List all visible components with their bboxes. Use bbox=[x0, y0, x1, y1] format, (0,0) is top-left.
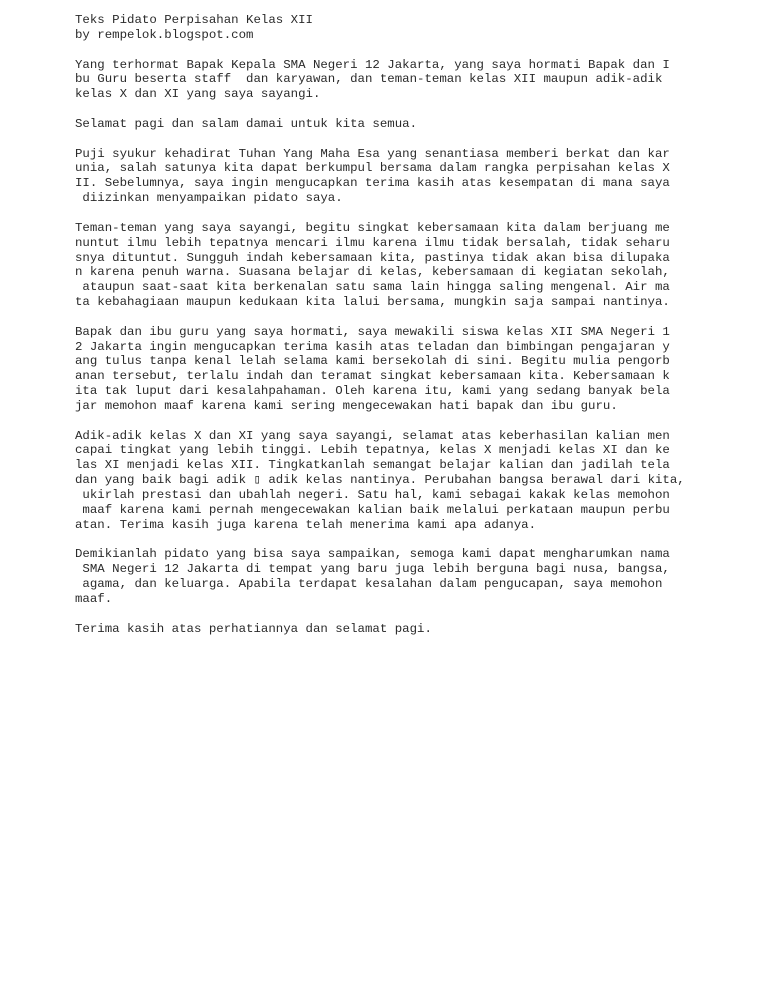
blank-line bbox=[75, 310, 735, 325]
paragraph bbox=[75, 429, 735, 533]
paragraph bbox=[75, 622, 735, 637]
paragraph-line: Bapak dan ibu guru yang saya hormati, saya mewakili siswa kelas XII SMA Negeri 1 bbox=[75, 324, 670, 339]
paragraph-line: dan yang baik bagi adik ▯ adik kelas nantinya. Perubahan bangsa berawal dari kita, bbox=[75, 473, 685, 488]
paragraph-line: atan. Terima kasih juga karena telah menerima kami apa adanya. bbox=[75, 517, 537, 532]
paragraph-line: Terima kasih atas perhatiannya dan selamat pagi. bbox=[75, 621, 432, 636]
paragraph-line: 2 Jakarta ingin mengucapkan terima kasih atas teladan dan bimbingan pengajaran y bbox=[75, 339, 670, 354]
blank-line bbox=[75, 43, 735, 58]
paragraph-line: ukirlah prestasi dan ubahlah negeri. Satu hal, kami sebagai kakak kelas memohon bbox=[75, 488, 670, 502]
paragraph-line: jar memohon maaf karena kami sering mengecewakan hati bapak dan ibu guru. bbox=[75, 398, 618, 413]
paragraph-line: maaf karena kami pernah mengecewakan kalian baik melalui perkataan maupun perbu bbox=[75, 502, 670, 517]
paragraph-line: las XI menjadi kelas XII. Tingkatkanlah semangat belajar kalian dan jadilah tela bbox=[75, 458, 670, 473]
blank-line bbox=[75, 102, 735, 117]
blank-line bbox=[75, 132, 735, 147]
paragraph-line: ita tak luput dari kesalahpahaman. Oleh karena itu, kami yang sedang banyak bela bbox=[75, 384, 670, 399]
paragraph-line: kelas X dan XI yang saya sayangi. bbox=[75, 87, 321, 102]
paragraph-line: bu Guru beserta staff dan karyawan, dan teman-teman kelas XII maupun adik-adik bbox=[75, 72, 663, 87]
paragraph-line: nuntut ilmu lebih tepatnya mencari ilmu karena ilmu tidak bersalah, tidak seharu bbox=[75, 235, 670, 250]
paragraph-line: agama, dan keluarga. Apabila terdapat kesalahan dalam pengucapan, saya memohon bbox=[75, 577, 663, 592]
paragraph bbox=[75, 221, 735, 310]
paragraph-line: Selamat pagi dan salam damai untuk kita semua. bbox=[75, 116, 418, 131]
paragraph-line: diizinkan menyampaikan pidato saya. bbox=[75, 191, 343, 206]
paragraph-line: anan tersebut, terlalu indah dan teramat singkat kebersamaan kita. Kebersamaan k bbox=[75, 369, 670, 384]
document-body bbox=[75, 58, 735, 637]
paragraph-line: maaf. bbox=[75, 591, 113, 606]
paragraph-line: Teman-teman yang saya sayangi, begitu singkat kebersamaan kita dalam berjuang me bbox=[75, 220, 670, 235]
paragraph-line: n karena penuh warna. Suasana belajar di kelas, kebersamaan di kegiatan sekolah, bbox=[75, 265, 670, 280]
paragraph-line: snya dituntut. Sungguh indah kebersamaan kita, pastinya tidak akan bisa dilupaka bbox=[75, 250, 670, 265]
paragraph-line: ataupun saat-saat kita berkenalan satu sama lain hingga saling mengenal. Air ma bbox=[75, 280, 670, 295]
paragraph-line: Adik-adik kelas X dan XI yang saya sayangi, selamat atas keberhasilan kalian men bbox=[75, 428, 670, 443]
paragraph bbox=[75, 58, 735, 103]
paragraph bbox=[75, 547, 735, 606]
paragraph-line: unia, salah satunya kita dapat berkumpul bersama dalam rangka perpisahan kelas X bbox=[75, 161, 670, 176]
document-title: Teks Pidato Perpisahan Kelas XII bbox=[75, 13, 313, 27]
paragraph bbox=[75, 117, 735, 132]
paragraph-line: ta kebahagiaan maupun kedukaan kita lalui bersama, mungkin saja sampai nantinya. bbox=[75, 295, 670, 310]
paragraph-line: ang tulus tanpa kenal lelah selama kami bersekolah di sini. Begitu mulia pengorb bbox=[75, 354, 670, 369]
blank-line bbox=[75, 533, 735, 548]
paragraph bbox=[75, 147, 735, 206]
paragraph-line: Demikianlah pidato yang bisa saya sampaikan, semoga kami dapat mengharumkan nama bbox=[75, 547, 670, 562]
paragraph-line: Yang terhormat Bapak Kepala SMA Negeri 12 Jakarta, yang saya hormati Bapak dan I bbox=[75, 57, 670, 72]
paragraph-line: II. Sebelumnya, saya ingin mengucapkan terima kasih atas kesempatan di mana saya bbox=[75, 176, 670, 191]
document-page bbox=[75, 13, 735, 636]
blank-line bbox=[75, 414, 735, 429]
paragraph-line: SMA Negeri 12 Jakarta di tempat yang baru juga lebih berguna bagi nusa, bangsa, bbox=[75, 562, 670, 577]
document-byline: by rempelok.blogspot.com bbox=[75, 27, 254, 42]
blank-line bbox=[75, 607, 735, 622]
blank-line bbox=[75, 206, 735, 221]
paragraph-line: Puji syukur kehadirat Tuhan Yang Maha Esa yang senantiasa memberi berkat dan kar bbox=[75, 146, 670, 161]
paragraph bbox=[75, 325, 735, 414]
paragraph-line: capai tingkat yang lebih tinggi. Lebih tepatnya, kelas X menjadi kelas XI dan ke bbox=[75, 443, 670, 458]
